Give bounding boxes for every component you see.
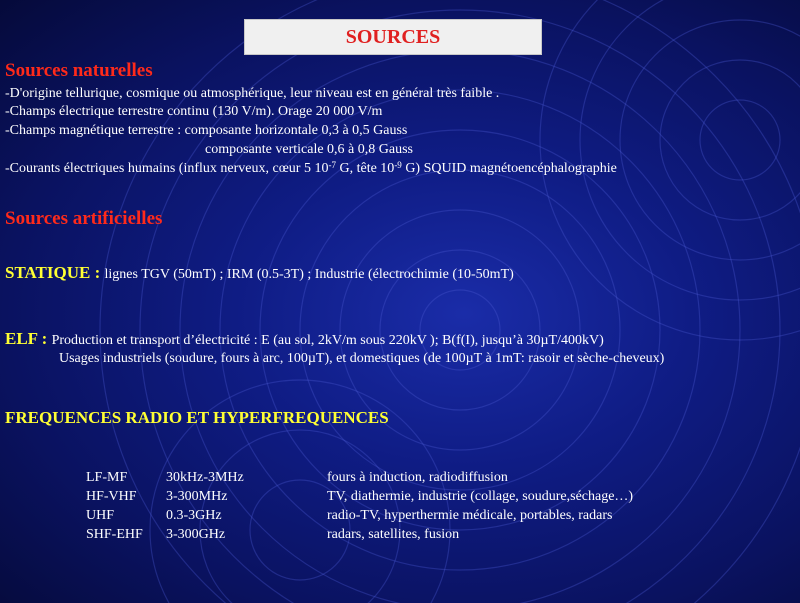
line5-exp1: -7	[328, 160, 336, 170]
rf-band: HF-VHF	[86, 489, 137, 504]
rf-use: fours à induction, radiodiffusion	[327, 470, 508, 485]
static-line	[5, 263, 514, 283]
natural-line-4: composante verticale 0,6 à 0,8 Gauss	[205, 142, 413, 157]
slide-title: SOURCES	[244, 19, 542, 55]
elf-line-1	[5, 329, 604, 349]
line5-exp2: -9	[394, 160, 402, 170]
static-text: lignes TGV (50mT) ; IRM (0.5-3T) ; Industrie (électrochimie (10-50mT)	[104, 267, 514, 282]
natural-line-3: -Champs magnétique terrestre : composante horizontale 0,3 à 0,5 Gauss	[5, 123, 408, 138]
natural-sources-heading: Sources naturelles	[5, 60, 153, 81]
rf-heading: FREQUENCES RADIO ET HYPERFREQUENCES	[5, 408, 389, 427]
elf-text-1: Production et transport d’électricité : E (au sol, 2kV/m sous 220kV ); B(f(I), jusqu’à 30µT/400kV)	[51, 333, 604, 348]
rf-use: TV, diathermie, industrie (collage, soudure,séchage…)	[327, 489, 634, 504]
rf-range: 3-300MHz	[166, 489, 228, 504]
rf-use: radio-TV, hyperthermie médicale, portables, radars	[327, 508, 613, 523]
elf-text-2: Usages industriels (soudure, fours à arc, 100µT), et domestiques (de 100µT à 1mT: rasoir et sèche-cheveux)	[59, 351, 665, 366]
static-label: STATIQUE :	[5, 263, 105, 282]
line5-mid: G, tête 10	[335, 161, 395, 176]
line5-post: G) SQUID magnétoencéphalographie	[401, 161, 617, 176]
natural-line-1: -D'origine tellurique, cosmique ou atmosphérique, leur niveau est en général très faible .	[5, 86, 500, 101]
rf-band: UHF	[86, 508, 115, 523]
rf-range: 3-300GHz	[166, 527, 226, 542]
rf-band: SHF-EHF	[86, 527, 143, 542]
natural-line-5	[5, 161, 617, 177]
rf-range: 0.3-3GHz	[166, 508, 222, 523]
artificial-sources-heading: Sources artificielles	[5, 208, 163, 229]
rf-range: 30kHz-3MHz	[166, 470, 244, 485]
line5-pre: -Courants électriques humains (influx nerveux, cœur 5 10	[5, 161, 329, 176]
elf-label: ELF :	[5, 329, 52, 348]
rf-band: LF-MF	[86, 470, 128, 485]
rf-use: radars, satellites, fusion	[327, 527, 460, 542]
natural-line-2: -Champs électrique terrestre continu (130 V/m). Orage 20 000 V/m	[5, 104, 383, 119]
